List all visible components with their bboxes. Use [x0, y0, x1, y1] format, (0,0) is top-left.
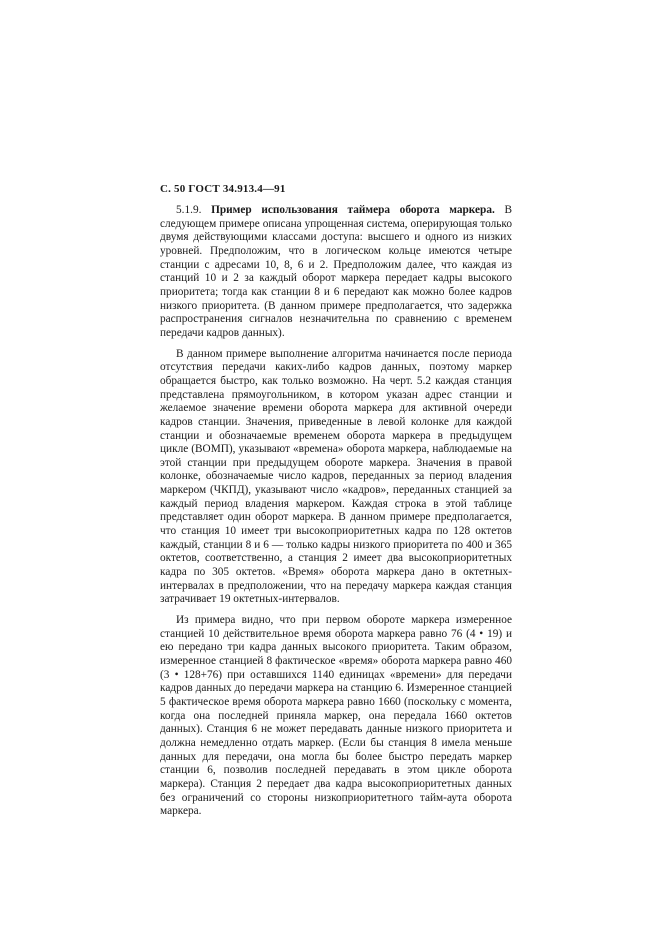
document-body	[160, 204, 512, 826]
paragraph-algorithm: В данном примере выполнение алгоритма начинается после периода отсутствия передачи каких-либо кадров данных, поэтому маркер обращается быстро, как только возможно. На черт. 5.2 каждая станция представлена прямоугольником, в котором указан адрес станции и желаемое значение времени оборота маркера для активной очереди кадров станции. Значения, приведенные в левой колонке для каждой станции и обозначаемые временем оборота маркера в предыдущем цикле (ВОМП), указывают «времена» оборота маркера, наблюдаемые на этой станции при предыдущем обороте маркера. Значения в правой колонке, обозначаемые число кадров, переданных за период владения маркером (ЧКПД), указывают число «кадров», переданных станцией за каждый период владения маркером. Каждая строка в этой таблице представляет один оборот маркера. В данном примере предполагается, что станция 10 имеет три высокоприоритетных кадра по 128 октетов каждый, станции 8 и 6 — только кадры низкого приоритета по 400 и 365 октетов, соответственно, а станция 2 имеет два высокоприоритетных кадра по 305 октетов. «Время» оборота маркера дано в октетных-интервалах в предположении, что на передачу маркера каждая станция затрачивает 19 октетных-интервалов.	[160, 347, 512, 606]
page-header: С. 50 ГОСТ 34.913.4—91	[160, 183, 286, 195]
section-intro: В следующем примере описана упрощенная система, оперирующая только двумя действующими классами доступа: высшего и одного из низких уровней. Предположим, что в логическом кольце имеются четыре станции с адресами 10, 8, 6 и 2. Предположим далее, что каждая из станций 10 и 2 за каждый оборот маркера передает кадры высокого приоритета; тогда как станции 8 и 6 передают как можно более кадров низкого приоритета. (В данном примере предполагается, что задержка распространения сигналов незначительна по сравнению с временем передачи кадров данных).	[160, 204, 513, 339]
section-number: 5.1.9.	[176, 204, 202, 216]
section-paragraph	[160, 204, 512, 341]
section-title: Пример использования таймера оборота маркера.	[211, 204, 495, 216]
paragraph-example-analysis: Из примера видно, что при первом обороте маркера измеренное станцией 10 действительное время оборота маркера равно 76 (4 • 19) и ею передано три кадра данных высокого приоритета. Таким образом, измеренное станцией 8 фактическое «время» оборота маркера равно 460 (3 • 128+76) при оставшихся 1140 единицах «времени» для передачи кадров данных до передачи маркера на станцию 6. Измеренное станцией 5 фактическое время оборота маркера равно 1660 (поскольку с момента, когда она последней приняла маркер, она передала 1660 октетов данных). Станция 6 не может передавать данные низкого приоритета и должна немедленно отдать маркер. (Если бы станция 8 имела меньше данных для передачи, она могла бы более быстро передать маркер станции 6, позволив последней передавать в этом цикле оборота маркера). Станция 2 передает два кадра высокоприоритетных данных без ограничений со стороны низкоприоритетного тайм-аута оборота маркера.	[160, 614, 512, 818]
